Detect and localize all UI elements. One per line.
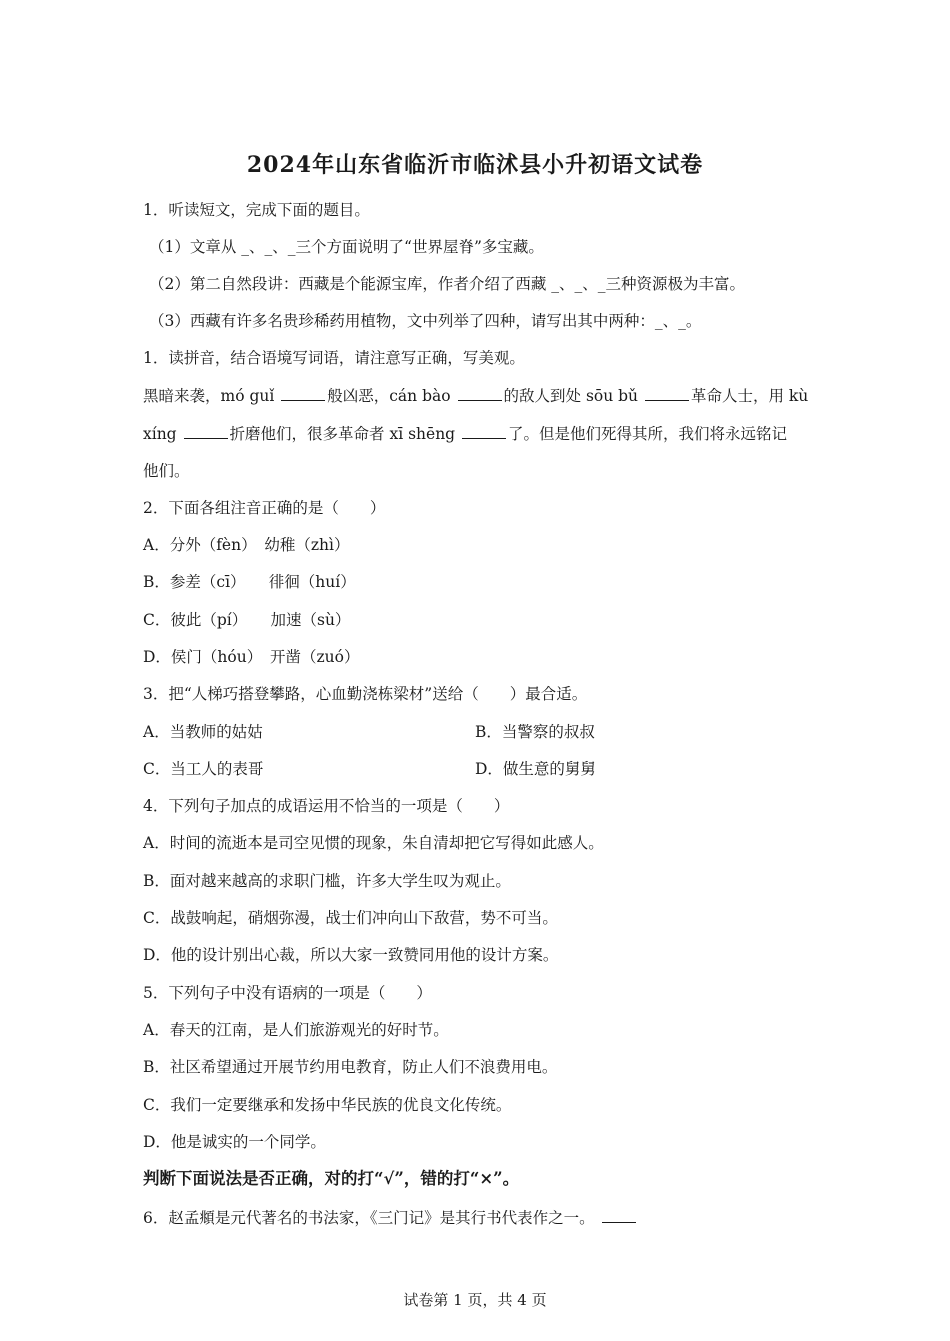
question-4-option-a[interactable]: A．时间的流逝本是司空见惯的现象，朱自清却把它写得如此感人。 [143, 834, 604, 852]
pinyin-text: 了。但是他们死得其所，我们将永远铭记 [508, 425, 788, 443]
question-1-sub-2: （2）第二自然段讲：西藏是个能源宝库，作者介绍了西藏 _、_、_三种资源极为丰富。 [149, 275, 746, 293]
pinyin-text: 黑暗来袭，mó guǐ [143, 387, 280, 405]
answer-blank[interactable] [281, 386, 325, 401]
question-3-option-a[interactable]: A．当教师的姑姑 [143, 723, 263, 741]
question-5-option-a[interactable]: A．春天的江南，是人们旅游观光的好时节。 [143, 1021, 449, 1039]
pinyin-question-stem: 1．读拼音，结合语境写词语，请注意写正确，写美观。 [143, 349, 525, 367]
question-6-text: 6．赵孟頫是元代著名的书法家，《三门记》是其行书代表作之一。 [143, 1209, 595, 1227]
question-2-option-a[interactable]: A．分外（fèn） 幼稚（zhì） [143, 536, 350, 554]
exam-title: 2024年山东省临沂市临沭县小升初语文试卷 [246, 152, 704, 178]
answer-blank[interactable] [184, 424, 228, 439]
question-5-option-d[interactable]: D．他是诚实的一个同学。 [143, 1133, 326, 1151]
pinyin-line-2 [143, 424, 787, 444]
question-2-option-b[interactable]: B．参差（cī） 徘徊（huí） [143, 573, 356, 591]
question-4-option-c[interactable]: C．战鼓响起，硝烟弥漫，战士们冲向山下敌营，势不可当。 [143, 909, 558, 927]
question-4-stem: 4．下列句子加点的成语运用不恰当的一项是（ ） [143, 797, 510, 815]
question-1-sub-3: （3）西藏有许多名贵珍稀药用植物，文中列举了四种，请写出其中两种：_、_。 [149, 312, 702, 330]
answer-blank[interactable] [602, 1208, 636, 1223]
question-6 [143, 1208, 638, 1228]
question-4-option-d[interactable]: D．他的设计别出心裁，所以大家一致赞同用他的设计方案。 [143, 946, 559, 964]
page-footer: 试卷第 1 页，共 4 页 [403, 1291, 547, 1309]
question-1-sub-1: （1）文章从 _、_、_三个方面说明了“世界屋脊”多宝藏。 [149, 238, 544, 256]
pinyin-line-1 [143, 386, 808, 406]
pinyin-text: xíng [143, 425, 182, 443]
question-2-option-c[interactable]: C．彼此（pí） 加速（sù） [143, 611, 351, 629]
question-4-option-b[interactable]: B．面对越来越高的求职门槛，许多大学生叹为观止。 [143, 872, 511, 890]
question-3-option-d[interactable]: D．做生意的舅舅 [475, 760, 596, 778]
pinyin-text: 般凶恶，cán bào [327, 387, 456, 405]
pinyin-line-3: 他们。 [143, 462, 190, 480]
question-3-option-b[interactable]: B．当警察的叔叔 [475, 723, 595, 741]
question-1-stem: 1．听读短文，完成下面的题目。 [143, 201, 370, 219]
pinyin-text: 折磨他们，很多革命者 xī shēng [229, 425, 461, 443]
question-5-option-c[interactable]: C．我们一定要继承和发扬中华民族的优良文化传统。 [143, 1096, 512, 1114]
section-heading-judge: 判断下面说法是否正确，对的打“√”，错的打“×”。 [143, 1169, 520, 1188]
question-3-stem: 3．把“人梯巧搭登攀路，心血勤浇栋梁材”送给（ ）最合适。 [143, 685, 588, 703]
answer-blank[interactable] [458, 386, 502, 401]
pinyin-text: 革命人士，用 kù [690, 387, 809, 405]
question-5-option-b[interactable]: B．社区希望通过开展节约用电教育，防止人们不浪费用电。 [143, 1058, 558, 1076]
question-5-stem: 5．下列句子中没有语病的一项是（ ） [143, 984, 432, 1002]
question-2-stem: 2．下面各组注音正确的是（ ） [143, 499, 386, 517]
pinyin-text: 的敌人到处 sōu bǔ [503, 387, 643, 405]
answer-blank[interactable] [645, 386, 689, 401]
answer-blank[interactable] [462, 424, 506, 439]
question-3-option-c[interactable]: C．当工人的表哥 [143, 760, 264, 778]
question-2-option-d[interactable]: D．侯门（hóu） 开凿（zuó） [143, 648, 360, 666]
